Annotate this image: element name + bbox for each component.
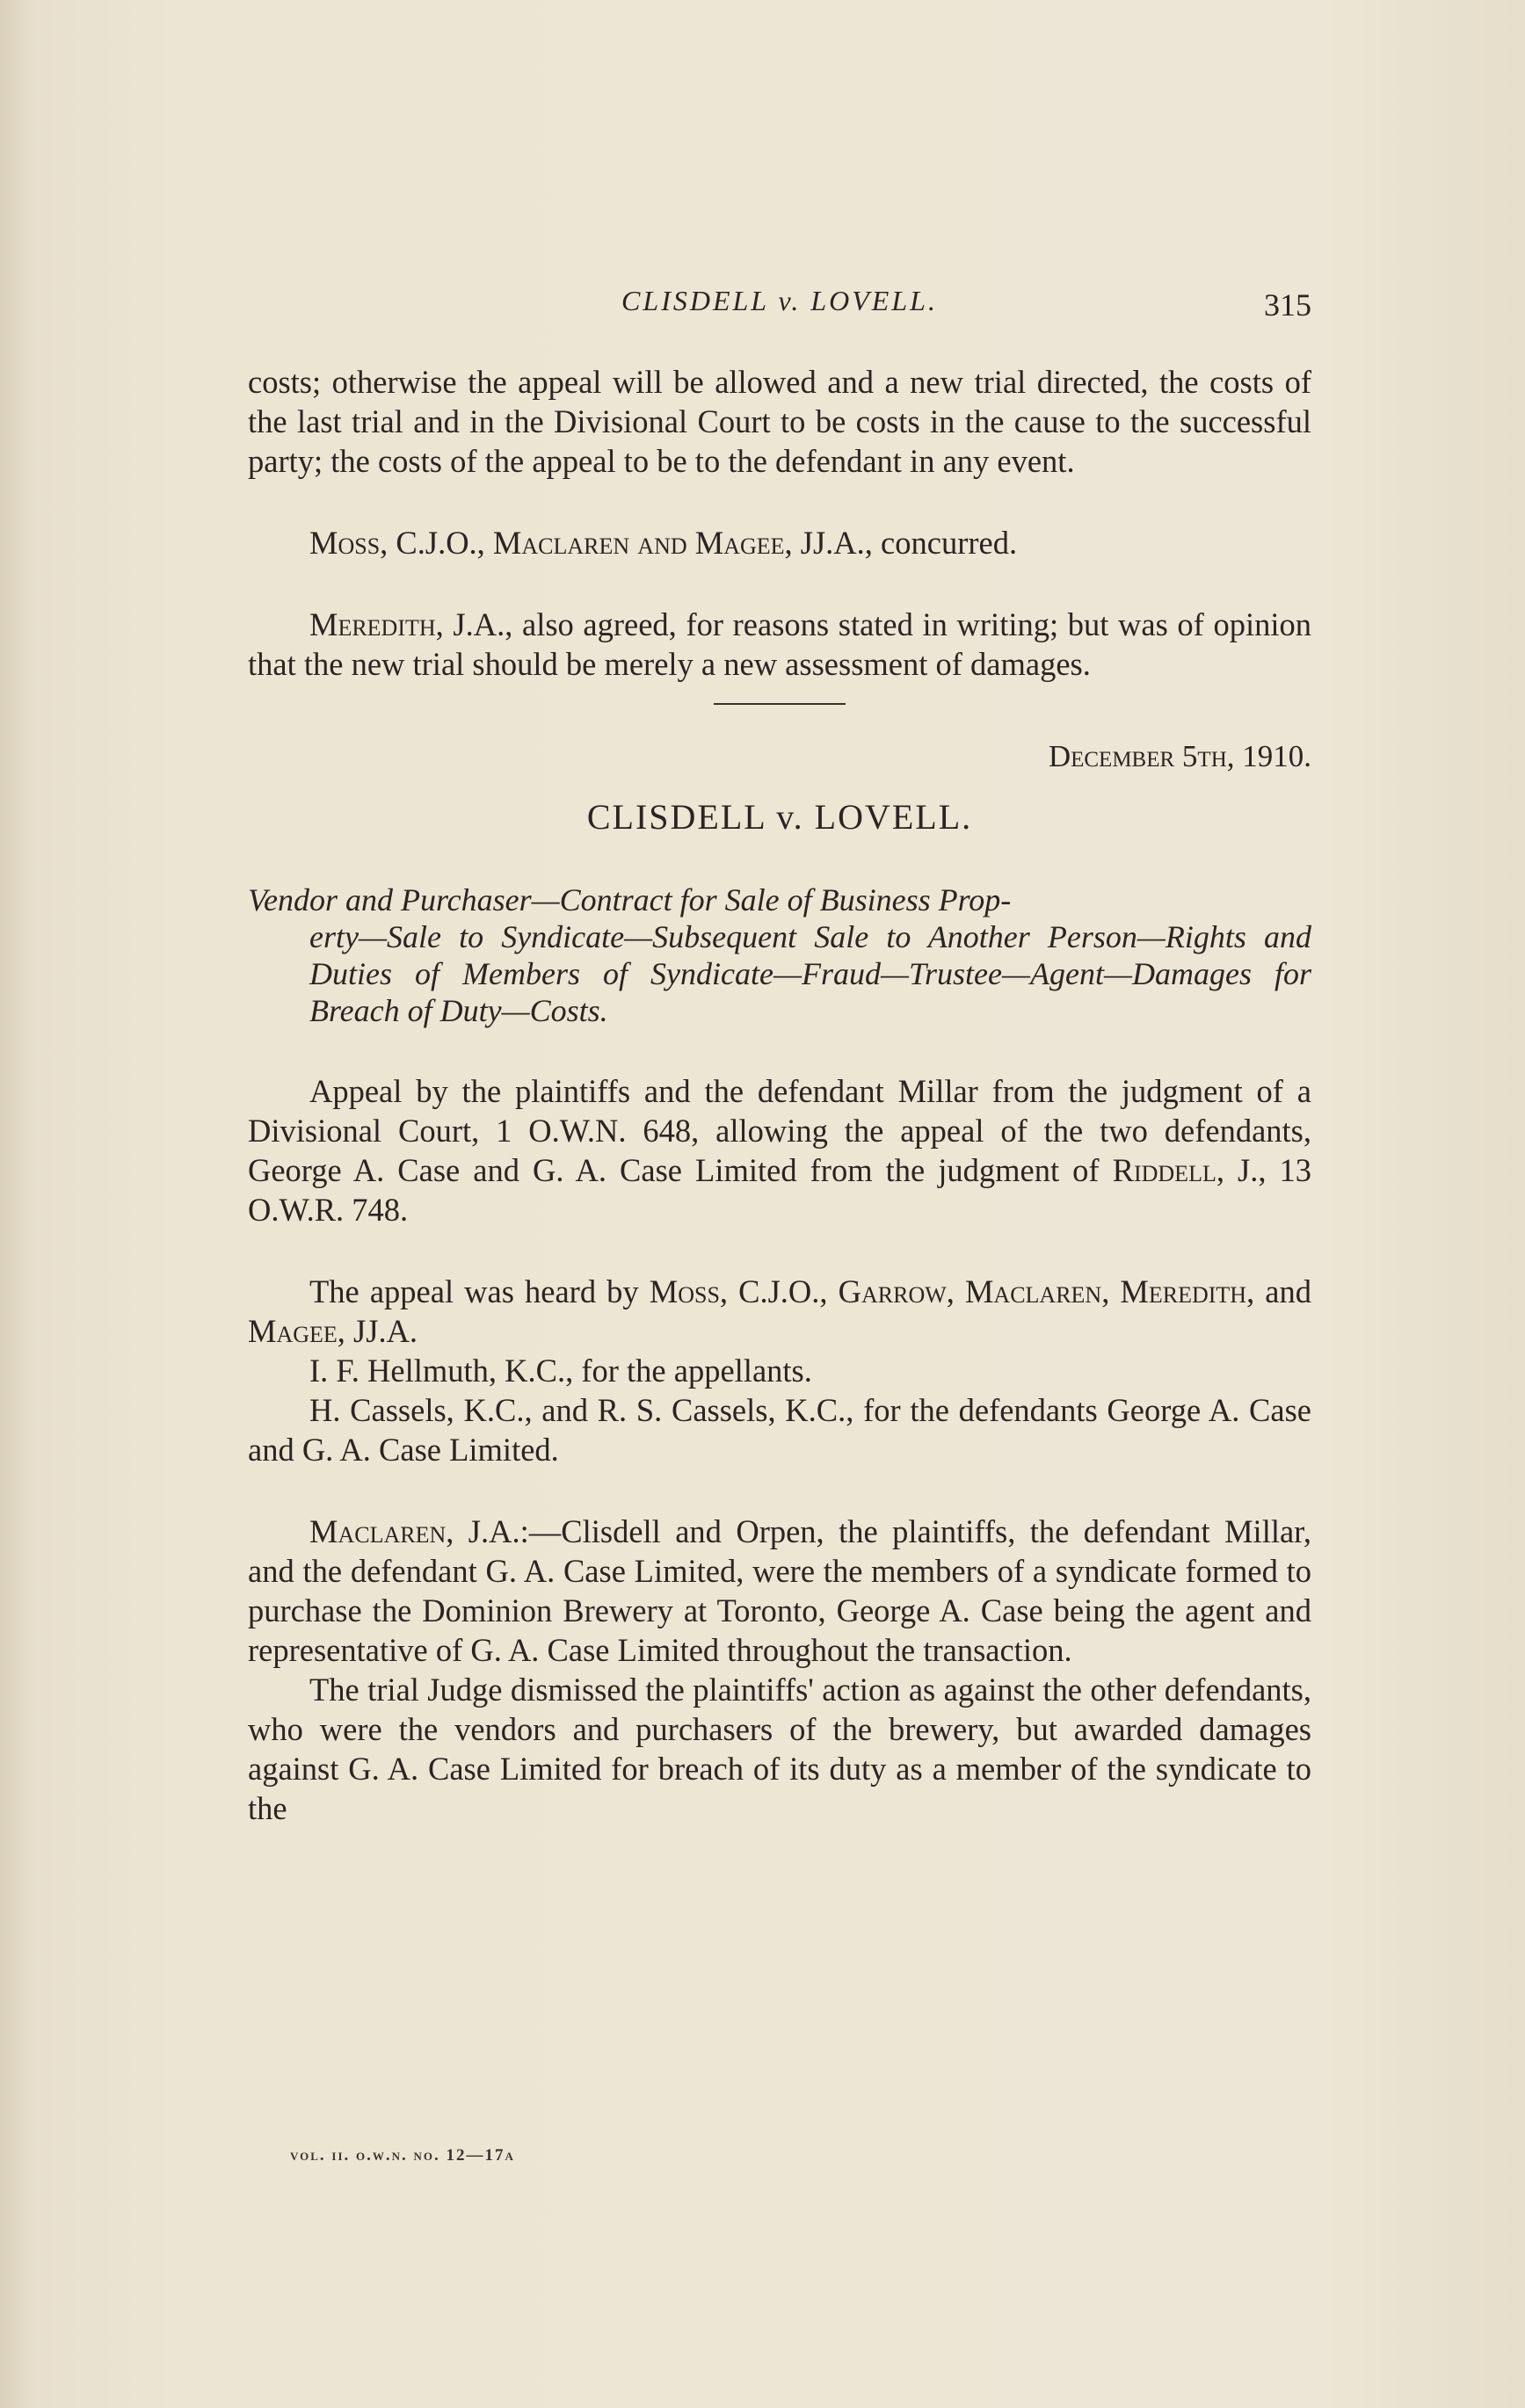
heard-magee: Magee [248, 1313, 338, 1349]
body-text [248, 362, 1311, 1828]
headnote-continuation: erty—Sale to Syndicate—Subsequent Sale to Another Person—Rights and Duties of Members of Syndicate—Fraud—Trustee—Agent—Damages for Breach of Duty—Costs. [309, 919, 1311, 1028]
decision-date: December 5th, 1910. [1048, 739, 1311, 773]
appeal-judge: Riddell [1112, 1152, 1216, 1188]
prev-case-closing-paragraph: costs; otherwise the appeal will be allowed and a new trial directed, the costs of the last trial and in the Divisional Court to be costs in the cause to the successful party; the costs of the appeal to be to the defendant in any event. [248, 364, 1311, 479]
concurring-judges: Moss, C.J.O., Maclaren and Magee, JJ.A., [309, 525, 873, 561]
case-title: CLISDELL v. LOVELL. [586, 797, 973, 837]
heard-text-3: , JJ.A. [337, 1313, 418, 1349]
meredith-paragraph [248, 605, 1311, 684]
counsel-defendants: H. Cassels, K.C., and R. S. Cassels, K.C., for the defendants George A. Case and G. A. Case Limited. [248, 1392, 1311, 1468]
concurrence-paragraph [248, 523, 1311, 562]
headnote-first-line: Vendor and Purchaser—Contract for Sale of Business Prop- [248, 882, 1012, 918]
counsel-appellants: I. F. Hellmuth, K.C., for the appellants. [309, 1353, 812, 1389]
opinion-text-1: , J.A.:—Clisdell and Orpen, the plaintiffs, the defendant Millar, and the defendant G. A. Case Limited, were the members of a syndicate formed to purchase the Dominion Brewery at Toronto, George A. Case being the agent and representative of G. A. Case Limited throughout the transaction. [248, 1513, 1311, 1668]
heard-text-1: The appeal was heard by [309, 1273, 650, 1309]
headnote [248, 881, 1311, 1029]
opinion-paragraph-2: The trial Judge dismissed the plaintiffs' action as against the other defendants, who were the vendors and purchasers of the brewery, but awarded damages against G. A. Case Limited for breach of its duty as a member of the syndicate to the [248, 1672, 1311, 1826]
heard-text-2: and [1254, 1273, 1312, 1309]
section-divider [248, 684, 1311, 719]
concurrence-text: concurred. [872, 525, 1018, 561]
divider-rule [714, 703, 846, 705]
opinion-judge: Maclaren [309, 1513, 447, 1549]
page-number: 315 [1264, 287, 1311, 323]
meredith-name: Meredith, J.A., [309, 606, 513, 642]
appeal-paragraph [248, 1071, 1311, 1229]
running-title: CLISDELL v. LOVELL. [621, 285, 938, 316]
printer-signature: vol. ii. o.w.n. no. 12—17a [290, 2146, 515, 2165]
meredith-text: also agreed, for reasons stated in writing; but was of opinion that the new trial should be merely a new assessment of damages. [248, 606, 1311, 682]
heard-paragraph [248, 1272, 1311, 1351]
appeal-text-1: Appeal by the plaintiffs and the defendant Millar from the judgment of a Divisional Court, 1 O.W.N. 648, allowing the appeal of the two defendants, George A. Case and G. A. Case Limited from the judgment of [248, 1073, 1311, 1188]
opinion-paragraph-1 [248, 1512, 1311, 1670]
page-header [248, 279, 1311, 332]
appeal-text-2: , J., 13 O.W.R. 748. [248, 1152, 1311, 1228]
heard-judges: Moss, C.J.O., Garrow, Maclaren, Meredith, [649, 1273, 1255, 1309]
